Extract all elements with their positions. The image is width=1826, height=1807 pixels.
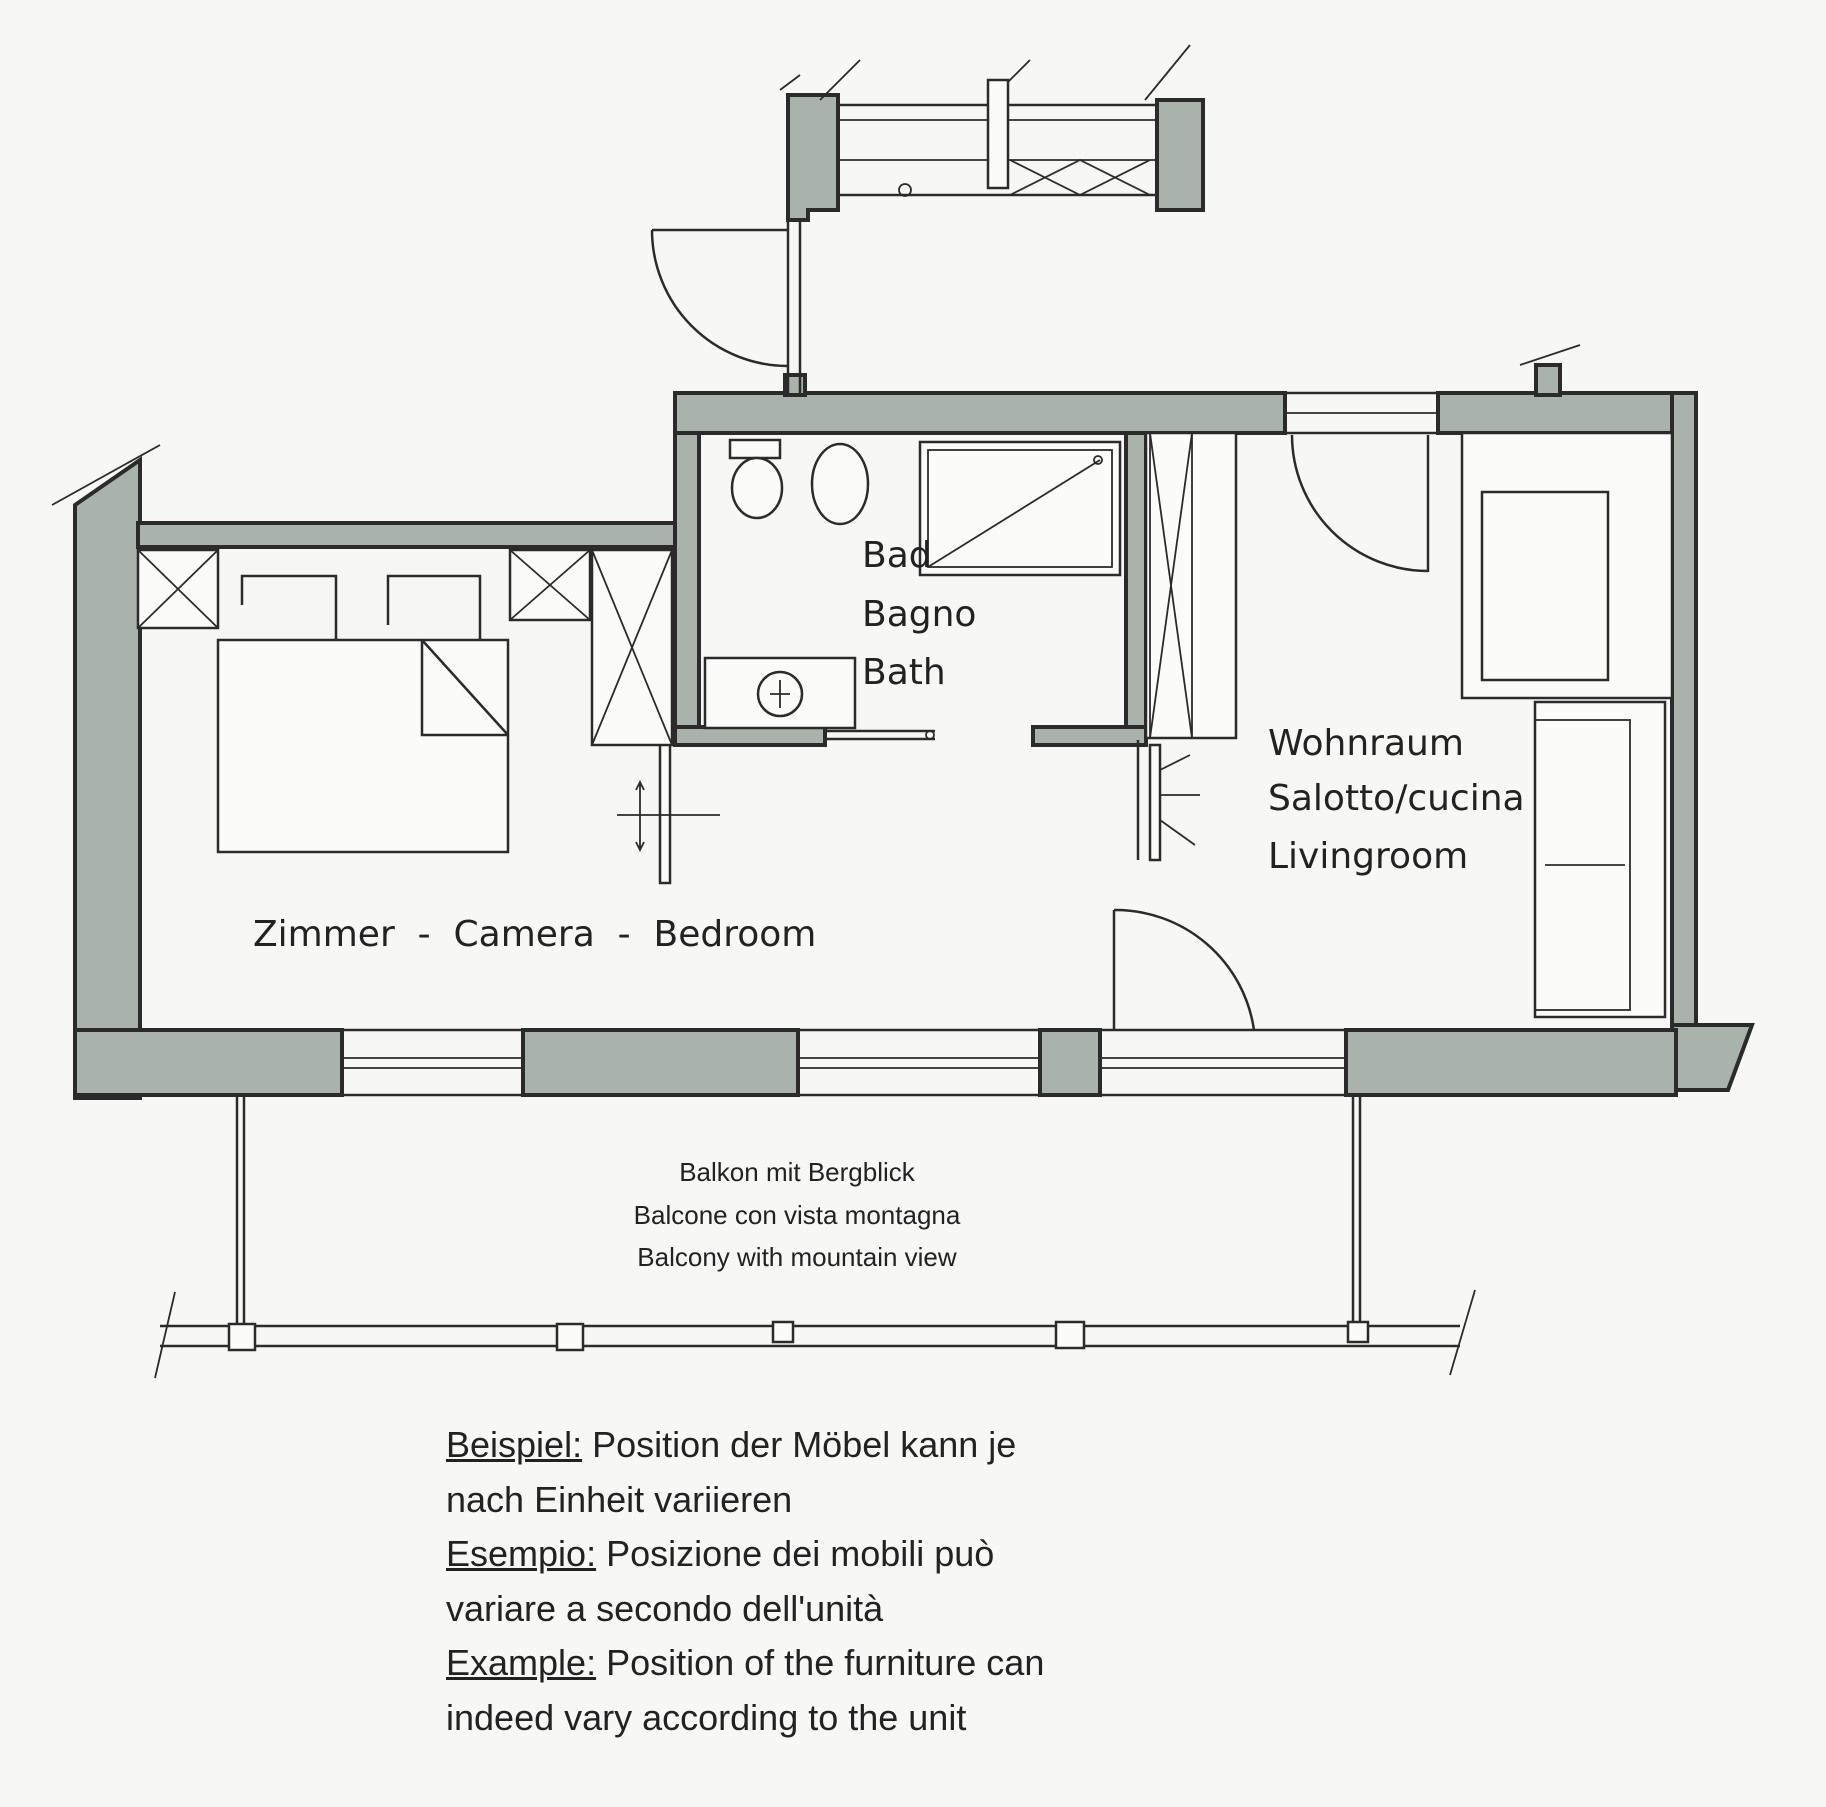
railing-post-5 [1348, 1322, 1368, 1342]
railing-post-3 [773, 1322, 793, 1342]
svg-text:Livingroom: Livingroom [1268, 836, 1469, 877]
kitchen-cabinet [1146, 433, 1236, 738]
toilet-icon [732, 458, 782, 518]
bath-left-wall [675, 393, 699, 745]
stove [1482, 492, 1608, 680]
bath-right-wall [1126, 433, 1146, 745]
bath-bottom-right-wall [1033, 727, 1146, 745]
balcony-label [634, 1157, 961, 1272]
double-bed [218, 640, 508, 852]
annex-right-wall [1157, 100, 1203, 210]
bedroom-top-wall [138, 523, 698, 547]
note-key-en: Example: [446, 1642, 597, 1683]
svg-text:Balcony with mountain view: Balcony with mountain view [637, 1242, 957, 1272]
right-wall [1672, 393, 1696, 1025]
doors [617, 230, 1428, 1030]
svg-text:Salotto/cucina: Salotto/cucina [1268, 778, 1525, 819]
living-sliding-door [1150, 745, 1160, 860]
living-label [1268, 723, 1525, 877]
nightstand-left [242, 576, 336, 640]
railing-post-4 [1056, 1322, 1084, 1348]
svg-text:Bad: Bad [862, 535, 932, 576]
bedroom-label: Zimmer - Camera - Bedroom [253, 914, 817, 955]
left-wall [75, 460, 140, 1098]
railing-post-2 [557, 1324, 583, 1350]
balcony-door [1114, 910, 1254, 1030]
bottom-window-2 [798, 1030, 1040, 1095]
bottom-window-1 [342, 1030, 523, 1095]
nightstand-right [388, 576, 480, 648]
note-row-de: Beispiel: Position der Möbel kann je [446, 1424, 1017, 1465]
svg-text:Bath: Bath [862, 652, 946, 693]
note-row-it: Esempio: Posizione dei mobili può [446, 1533, 995, 1574]
svg-text:Wohnraum: Wohnraum [1268, 723, 1464, 764]
bedroom-furniture [138, 550, 672, 852]
bottom-wall-3 [1040, 1030, 1100, 1095]
top-wall-right [1438, 393, 1695, 433]
toilet-tank [730, 440, 780, 458]
bottom-wall-1 [75, 1030, 342, 1095]
note-row-en: Example: Position of the furniture can [446, 1642, 1045, 1683]
bottom-wall-2 [523, 1030, 798, 1095]
balcony [155, 1095, 1475, 1378]
shower-tray [920, 442, 1120, 575]
sofa [1535, 702, 1665, 1017]
bidet-icon [812, 444, 868, 524]
top-wall-left [675, 393, 1285, 433]
living-entry-door [1292, 435, 1428, 572]
bottom-window-3 [1100, 1030, 1346, 1095]
note-key-de: Beispiel: [446, 1424, 583, 1465]
furniture-disclaimer: Beispiel: Position der Möbel kann je nach Einheit variieren Esempio: Posizione dei mobili può variare a secondo dell'unità Example: Position of the furniture can indeed vary according to the unit [446, 1418, 1206, 1745]
annex-left-wall [788, 95, 838, 220]
bath-bottom-wall [675, 727, 825, 745]
svg-text:Balkon mit Bergblick: Balkon mit Bergblick [679, 1157, 915, 1187]
note-key-it: Esempio: [446, 1533, 597, 1574]
railing-post-1 [229, 1324, 255, 1350]
right-corner-wall [1672, 1025, 1752, 1090]
bottom-wall-4 [1346, 1030, 1676, 1095]
svg-text:Balcone con vista montagna: Balcone con vista montagna [633, 1200, 961, 1230]
annex-door-swing [652, 230, 788, 366]
svg-text:Bagno: Bagno [862, 594, 977, 635]
right-post [1536, 365, 1560, 395]
